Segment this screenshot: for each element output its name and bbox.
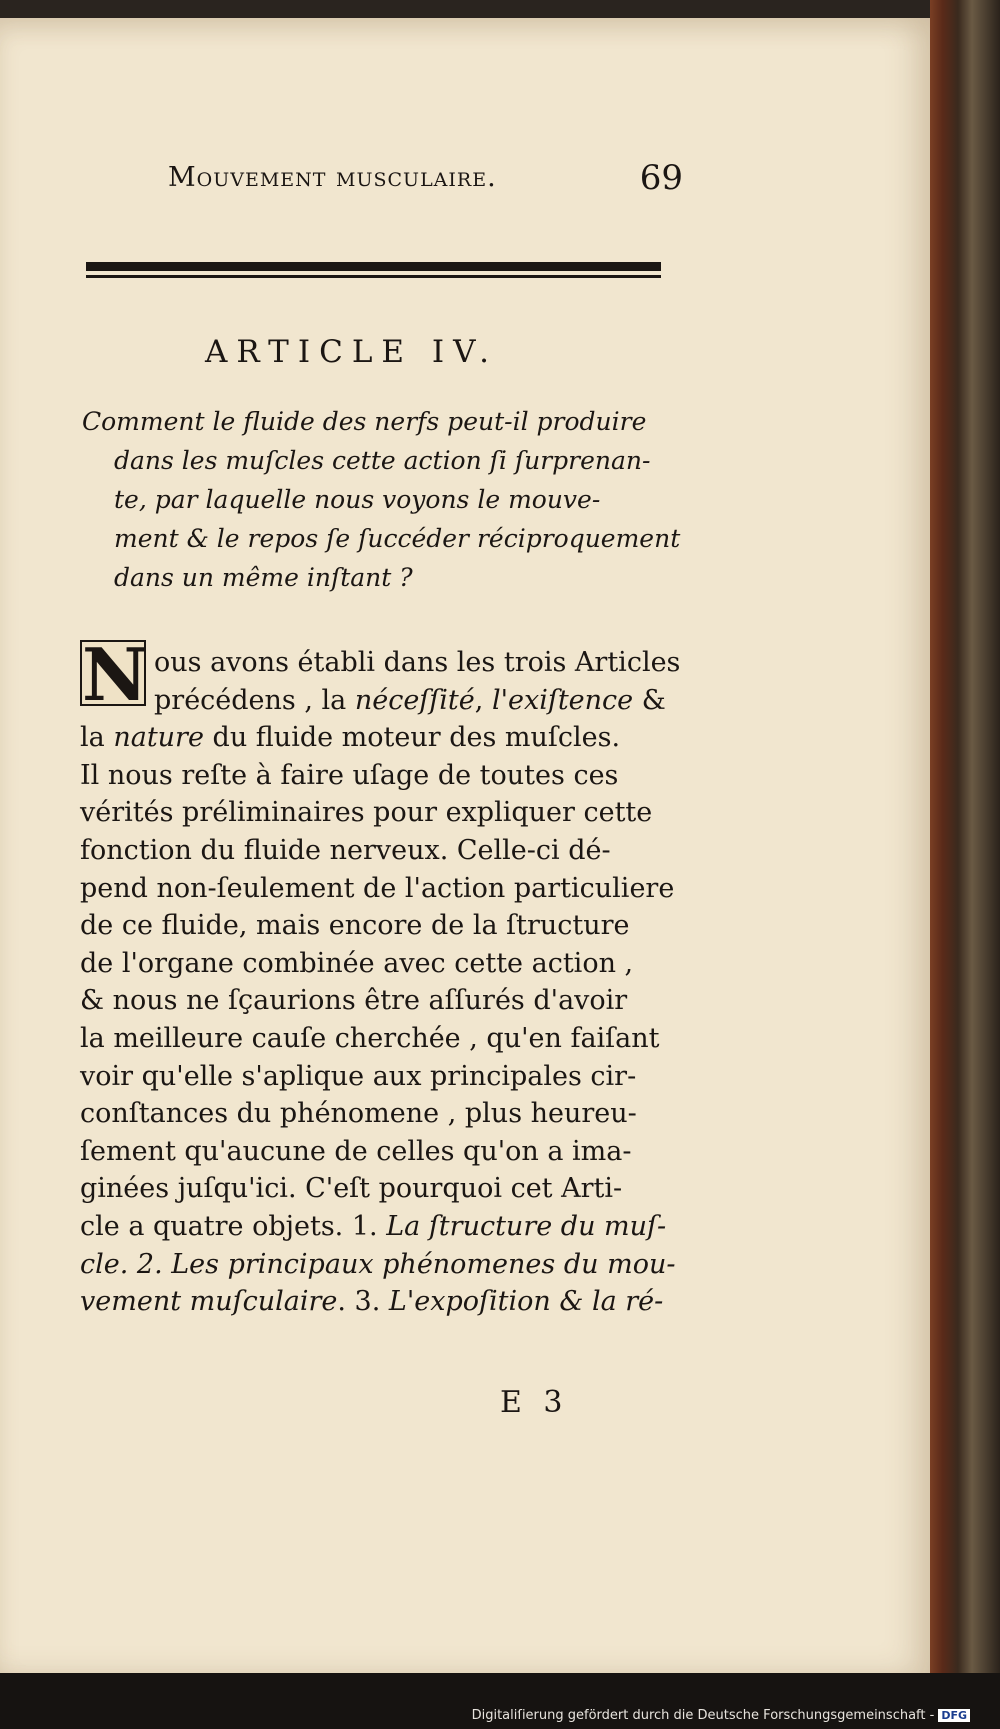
emphasis-exposition: L'expoſition & la ré-: [388, 1286, 664, 1318]
running-title: Mouvement musculaire.: [168, 162, 497, 193]
body-line: conſtances du phénomene , plus heureu-: [80, 1098, 637, 1130]
text-run: du fluide moteur des muſcles.: [203, 722, 621, 754]
summary-line: ment & le repos ſe ſuccéder réciproquement: [114, 524, 681, 553]
header-rule-thin: [86, 275, 661, 278]
article-summary: [82, 402, 682, 597]
body-line: [80, 1283, 680, 1321]
body-line: ginées juſqu'ici. C'eſt pourquoi cet Arti-: [80, 1173, 623, 1205]
first-line-text: ous avons établi dans les trois Articles: [154, 647, 681, 678]
body-line: [80, 719, 680, 757]
attribution: [472, 1708, 970, 1723]
drop-cap: N: [82, 632, 148, 717]
dfg-logo: DFG: [938, 1709, 970, 1722]
body-line: voir qu'elle s'aplique aux principales cir-: [80, 1060, 637, 1092]
body-line: fonction du fluide nerveux. Celle-ci dé-: [80, 834, 611, 866]
attribution-text: Digitaliſierung gefördert durch die Deutsche Forschungsgemeinschaft -: [471, 1708, 935, 1723]
body-line: vérités préliminaires pour expliquer cette: [80, 797, 653, 829]
article-title: ARTICLE IV.: [205, 334, 498, 370]
header-rule-thick: [86, 262, 661, 271]
summary-line: dans un même inſtant ?: [114, 563, 413, 592]
page-header: [168, 158, 683, 204]
body-line: & nous ne ſçaurions être aſſurés d'avoir: [80, 985, 628, 1017]
text-run: cle a quatre objets. 1.: [80, 1210, 387, 1242]
body-line: [80, 682, 680, 720]
body-line: [80, 644, 680, 682]
footer-bar: [0, 1673, 1000, 1729]
text-run: la: [80, 722, 114, 754]
body-line: Il nous reſte à faire uſage de toutes ces: [80, 759, 619, 791]
text-run: du mou-: [555, 1248, 676, 1280]
body-line: la meilleure cauſe cherchée , qu'en faiſant: [80, 1022, 660, 1054]
emphasis-mouvement: vement muſculaire: [80, 1286, 338, 1318]
emphasis-existence: l'exiſtence: [491, 684, 634, 716]
body-line: [80, 1208, 680, 1246]
text-run: &: [633, 684, 666, 716]
signature-mark: E 3: [500, 1385, 569, 1420]
emphasis-phenomenes: cle. 2. Les principaux phénomenes: [80, 1248, 556, 1280]
body-line: pend non-ſeulement de l'action particuliere: [80, 872, 675, 904]
body-line: ſement qu'aucune de celles qu'on a ima-: [80, 1135, 632, 1167]
summary-line: dans les muſcles cette action ſi ſurprenan-: [114, 446, 651, 475]
book-edge: [930, 0, 1000, 1729]
body-line: [80, 1246, 680, 1284]
page-number: 69: [639, 158, 683, 198]
summary-line: te, par laquelle nous voyons le mouve-: [114, 485, 601, 514]
text-run: . 3.: [337, 1286, 389, 1318]
summary-line: Comment le fluide des nerfs peut-il produire: [82, 407, 647, 436]
show-through-marginalia: [690, 220, 800, 340]
body-paragraph: [80, 644, 680, 1321]
text-run: ,: [474, 684, 492, 716]
body-line: de l'organe combinée avec cette action ,: [80, 947, 634, 979]
emphasis-nature: nature: [113, 722, 204, 754]
emphasis-necessite: néceſſité: [354, 684, 475, 716]
body-line: de ce fluide, mais encore de la ſtructure: [80, 910, 630, 942]
text-run: précédens , la: [154, 684, 355, 716]
emphasis-structure: La ſtructure du muſ-: [386, 1210, 667, 1242]
